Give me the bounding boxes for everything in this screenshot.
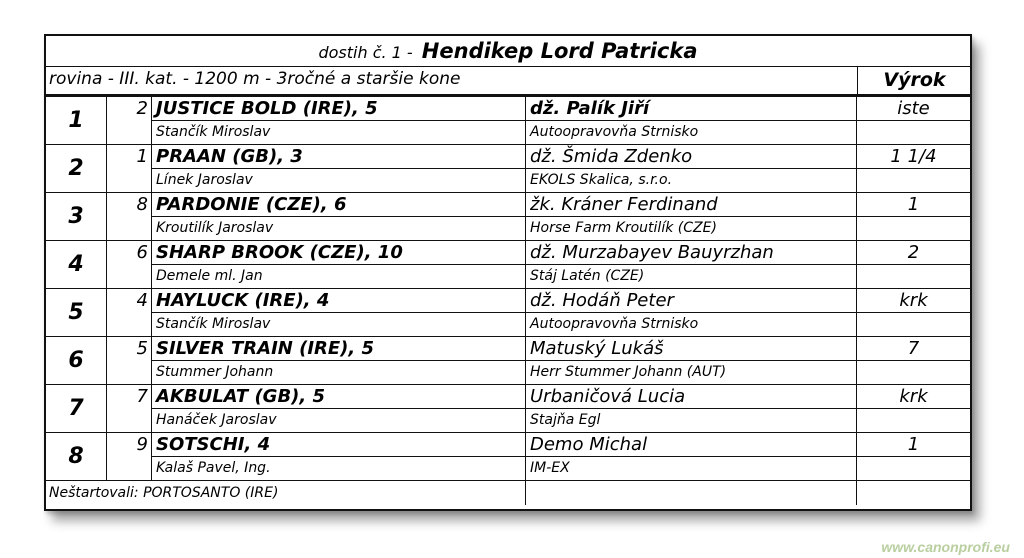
results-table [46,97,970,505]
owner-name: Stáj Latén (CZE) [526,265,857,288]
margin-value: 2 [857,241,970,265]
margin-value: iste [857,97,970,121]
trainer-name: dž. Murzabayev Bauyrzhan [526,241,857,265]
margin-value: 7 [857,337,970,361]
owner-name: Horse Farm Kroutilík (CZE) [526,217,857,240]
start-number: 1 [107,145,152,192]
owner-name: Stajňa Egl [526,409,857,432]
margin-value: krk [857,289,970,313]
horse-name: SOTSCHI, 4 [152,433,526,457]
margin-value: 1 [857,433,970,457]
result-row [46,433,970,481]
margin-header: Výrok [857,66,971,94]
jockey-name: Hanáček Jaroslav [152,409,526,432]
margin-value: krk [857,385,970,409]
horse-name: PRAAN (GB), 3 [152,145,526,169]
race-name: Hendikep Lord Patricka [421,39,698,63]
jockey-name: Stančík Miroslav [152,121,526,144]
trainer-name: dž. Šmida Zdenko [526,145,857,169]
horse-name: AKBULAT (GB), 5 [152,385,526,409]
non-starters-row [46,481,970,505]
race-conditions: rovina - III. kat. - 1200 m - 3ročné a staršie kone [49,69,461,89]
owner-name: Autoopravovňa Strnisko [526,313,857,336]
result-row [46,193,970,241]
owner-name: EKOLS Skalica, s.r.o. [526,169,857,192]
start-number: 8 [107,193,152,240]
result-row [46,337,970,385]
race-conditions-row [46,66,970,97]
trainer-name: Matuský Lukáš [526,337,857,361]
owner-name: Herr Stummer Johann (AUT) [526,361,857,384]
horse-name: JUSTICE BOLD (IRE), 5 [152,97,526,121]
jockey-name: Línek Jaroslav [152,169,526,192]
result-row [46,289,970,337]
start-number: 2 [107,97,152,144]
jockey-name: Demele ml. Jan [152,265,526,288]
results-sheet [44,34,972,511]
finish-place: 7 [46,385,107,432]
finish-place: 1 [46,97,107,144]
race-prefix: dostih č. 1 - [318,43,413,62]
start-number: 6 [107,241,152,288]
start-number: 7 [107,385,152,432]
start-number: 4 [107,289,152,336]
finish-place: 2 [46,145,107,192]
finish-place: 6 [46,337,107,384]
result-row [46,145,970,193]
trainer-name: dž. Hodáň Peter [526,289,857,313]
finish-place: 5 [46,289,107,336]
empty-cell [526,481,857,505]
owner-name: Autoopravovňa Strnisko [526,121,857,144]
horse-name: HAYLUCK (IRE), 4 [152,289,526,313]
horse-name: PARDONIE (CZE), 6 [152,193,526,217]
race-title-row [46,36,970,67]
owner-name: IM-EX [526,457,857,480]
jockey-name: Stummer Johann [152,361,526,384]
jockey-name: Kroutilík Jaroslav [152,217,526,240]
finish-place: 3 [46,193,107,240]
jockey-name: Stančík Miroslav [152,313,526,336]
margin-value: 1 1/4 [857,145,970,169]
result-row [46,385,970,433]
trainer-name: žk. Kráner Ferdinand [526,193,857,217]
horse-name: SHARP BROOK (CZE), 10 [152,241,526,265]
trainer-name: Urbaničová Lucia [526,385,857,409]
start-number: 5 [107,337,152,384]
trainer-name: dž. Palík Jiří [526,97,857,121]
start-number: 9 [107,433,152,480]
margin-value: 1 [857,193,970,217]
non-starters: Neštartovali: PORTOSANTO (IRE) [46,481,526,505]
watermark: www.canonprofi.eu [881,539,1010,555]
trainer-name: Demo Michal [526,433,857,457]
result-row [46,97,970,145]
horse-name: SILVER TRAIN (IRE), 5 [152,337,526,361]
result-row [46,241,970,289]
finish-place: 4 [46,241,107,288]
jockey-name: Kalaš Pavel, Ing. [152,457,526,480]
finish-place: 8 [46,433,107,480]
